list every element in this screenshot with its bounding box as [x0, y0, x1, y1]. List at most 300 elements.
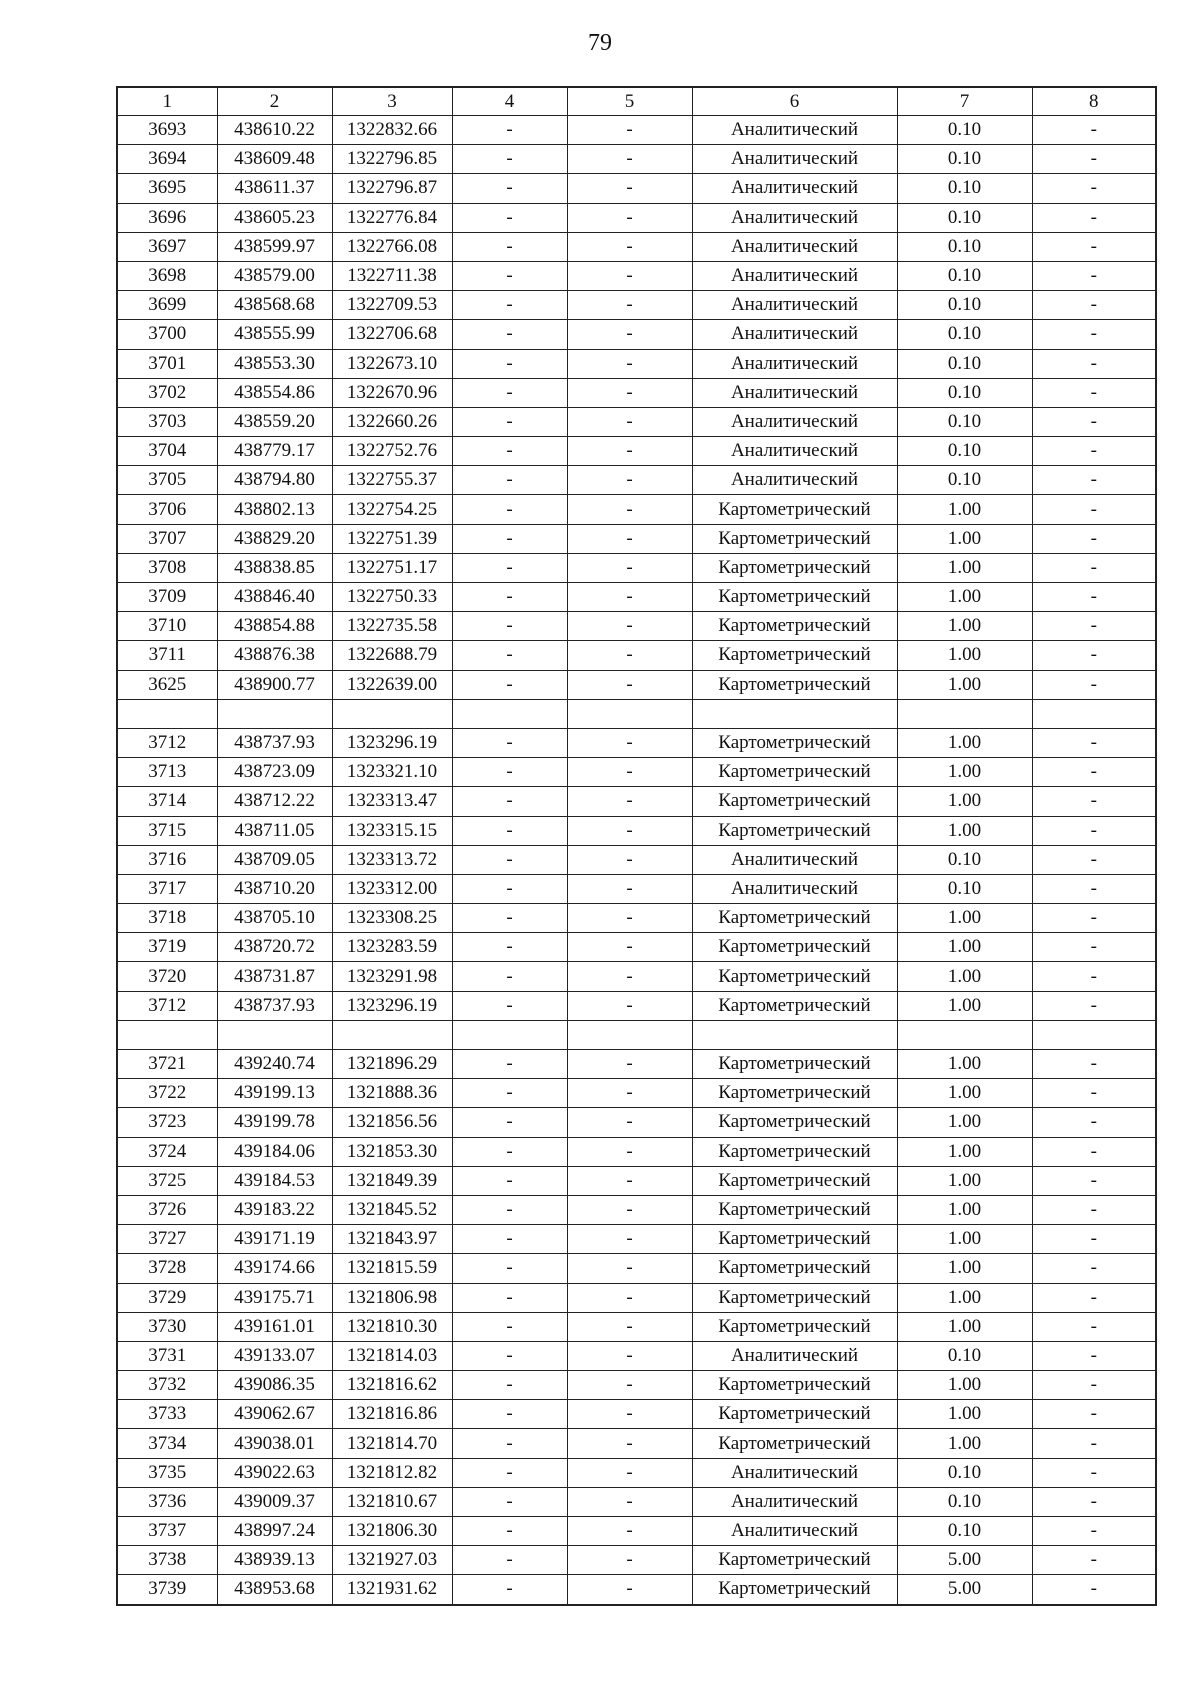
table-cell: 1321927.03 — [332, 1546, 452, 1575]
table-cell: 1321806.30 — [332, 1517, 452, 1546]
table-cell: - — [452, 1225, 567, 1254]
table-cell: 1.00 — [897, 1166, 1032, 1195]
table-cell: 438610.22 — [217, 116, 332, 145]
column-header: 2 — [217, 87, 332, 116]
table-cell: 439022.63 — [217, 1458, 332, 1487]
table-cell: - — [1032, 495, 1156, 524]
table-cell: 1.00 — [897, 670, 1032, 699]
table-cell: - — [452, 524, 567, 553]
table-cell: 1322752.76 — [332, 437, 452, 466]
table-cell: 0.10 — [897, 1341, 1032, 1370]
table-cell: 1322776.84 — [332, 203, 452, 232]
table-cell: - — [452, 612, 567, 641]
table-cell — [567, 1020, 692, 1049]
table-cell: 1323296.19 — [332, 728, 452, 757]
table-body — [117, 116, 1156, 1605]
table-row — [117, 699, 1156, 728]
table-row — [117, 933, 1156, 962]
table-cell: 438794.80 — [217, 466, 332, 495]
table-row — [117, 1341, 1156, 1370]
table-cell: - — [1032, 962, 1156, 991]
table-cell: - — [452, 1546, 567, 1575]
table-cell: - — [567, 174, 692, 203]
table-cell: 0.10 — [897, 845, 1032, 874]
column-header: 1 — [117, 87, 217, 116]
table-cell: 0.10 — [897, 291, 1032, 320]
table-cell: 1321816.62 — [332, 1371, 452, 1400]
table-cell: - — [567, 670, 692, 699]
table-row — [117, 495, 1156, 524]
table-cell: 1.00 — [897, 495, 1032, 524]
table-cell: - — [567, 1137, 692, 1166]
table-cell: 1.00 — [897, 904, 1032, 933]
table-cell: 3695 — [117, 174, 217, 203]
table-cell: 3697 — [117, 232, 217, 261]
table-cell: - — [567, 758, 692, 787]
table-cell: 5.00 — [897, 1546, 1032, 1575]
table-cell: - — [452, 787, 567, 816]
table-cell: - — [567, 933, 692, 962]
table-cell: 1322639.00 — [332, 670, 452, 699]
table-cell: 1322709.53 — [332, 291, 452, 320]
table-cell — [452, 699, 567, 728]
table-cell: 1321845.52 — [332, 1195, 452, 1224]
table-cell: Картометрический — [692, 1400, 897, 1429]
table-cell: - — [452, 553, 567, 582]
table-cell: 438731.87 — [217, 962, 332, 991]
table-cell: - — [1032, 1429, 1156, 1458]
table-cell: 3722 — [117, 1079, 217, 1108]
table-cell: Картометрический — [692, 904, 897, 933]
table-cell: 0.10 — [897, 320, 1032, 349]
table-cell: 1.00 — [897, 1195, 1032, 1224]
table-cell: 1323296.19 — [332, 991, 452, 1020]
table-cell: 3716 — [117, 845, 217, 874]
table-cell: - — [567, 1429, 692, 1458]
table-row — [117, 1283, 1156, 1312]
table-cell: Картометрический — [692, 1225, 897, 1254]
column-header: 6 — [692, 87, 897, 116]
table-cell: 438559.20 — [217, 407, 332, 436]
table-cell — [217, 699, 332, 728]
table-cell: Аналитический — [692, 291, 897, 320]
table-cell: 3710 — [117, 612, 217, 641]
table-cell: Картометрический — [692, 1079, 897, 1108]
table-row — [117, 1079, 1156, 1108]
table-row — [117, 1195, 1156, 1224]
table-row — [117, 116, 1156, 145]
table-cell: 438939.13 — [217, 1546, 332, 1575]
table-cell: - — [1032, 1458, 1156, 1487]
table-cell: - — [452, 583, 567, 612]
table-row — [117, 1458, 1156, 1487]
table-cell: 438711.05 — [217, 816, 332, 845]
table-cell: 438599.97 — [217, 232, 332, 261]
table-row — [117, 524, 1156, 553]
table-cell: - — [1032, 1341, 1156, 1370]
table-cell: - — [567, 1079, 692, 1108]
table-cell: - — [567, 612, 692, 641]
table-cell: - — [567, 1312, 692, 1341]
table-cell: 439133.07 — [217, 1341, 332, 1370]
table-cell: - — [452, 116, 567, 145]
table-cell: - — [567, 553, 692, 582]
table-cell: - — [1032, 116, 1156, 145]
table-cell: 3729 — [117, 1283, 217, 1312]
table-cell: - — [567, 816, 692, 845]
table-cell: - — [452, 874, 567, 903]
table-cell: - — [452, 203, 567, 232]
table-cell: 1321810.67 — [332, 1487, 452, 1516]
table-cell: 1321856.56 — [332, 1108, 452, 1137]
table-row — [117, 553, 1156, 582]
table-cell: 0.10 — [897, 145, 1032, 174]
table-cell: 438802.13 — [217, 495, 332, 524]
table-row — [117, 378, 1156, 407]
table-cell: Аналитический — [692, 407, 897, 436]
table-cell: - — [567, 116, 692, 145]
table-cell: 3727 — [117, 1225, 217, 1254]
table-cell: - — [1032, 728, 1156, 757]
table-cell: 439038.01 — [217, 1429, 332, 1458]
table-cell: 1.00 — [897, 641, 1032, 670]
table-cell: 1322751.17 — [332, 553, 452, 582]
table-cell: - — [567, 1458, 692, 1487]
table-row — [117, 437, 1156, 466]
table-cell: 1.00 — [897, 962, 1032, 991]
table-cell: 438854.88 — [217, 612, 332, 641]
table-cell: - — [567, 845, 692, 874]
table-cell: 1322755.37 — [332, 466, 452, 495]
table-cell: - — [452, 1341, 567, 1370]
table-cell: - — [452, 991, 567, 1020]
table-cell: 0.10 — [897, 1458, 1032, 1487]
table-cell: - — [567, 378, 692, 407]
table-cell: - — [1032, 874, 1156, 903]
table-cell: 3705 — [117, 466, 217, 495]
table-cell: 1.00 — [897, 612, 1032, 641]
table-cell: 3718 — [117, 904, 217, 933]
table-cell — [332, 1020, 452, 1049]
table-row — [117, 145, 1156, 174]
table-cell: 439240.74 — [217, 1050, 332, 1079]
table-cell: 0.10 — [897, 349, 1032, 378]
table-cell: 438779.17 — [217, 437, 332, 466]
table-cell: 1321849.39 — [332, 1166, 452, 1195]
coordinates-table — [116, 86, 1157, 1606]
table-cell — [452, 1020, 567, 1049]
table-cell: - — [1032, 1517, 1156, 1546]
table-cell: 438900.77 — [217, 670, 332, 699]
table-row — [117, 1225, 1156, 1254]
table-row — [117, 1108, 1156, 1137]
table-cell: 1323283.59 — [332, 933, 452, 962]
table-cell: - — [567, 904, 692, 933]
table-cell: 1.00 — [897, 583, 1032, 612]
table-row — [117, 1050, 1156, 1079]
table-cell: 1322673.10 — [332, 349, 452, 378]
table-cell: - — [452, 1575, 567, 1605]
table-cell: - — [567, 1517, 692, 1546]
table-cell: - — [452, 904, 567, 933]
column-header: 7 — [897, 87, 1032, 116]
table-cell: 1322735.58 — [332, 612, 452, 641]
table-cell: Картометрический — [692, 524, 897, 553]
table-cell: - — [452, 1137, 567, 1166]
table-cell: 1323312.00 — [332, 874, 452, 903]
table-cell: - — [567, 1283, 692, 1312]
table-cell: 1322754.25 — [332, 495, 452, 524]
table-cell: 439174.66 — [217, 1254, 332, 1283]
table-cell: - — [1032, 845, 1156, 874]
table-cell: Картометрический — [692, 612, 897, 641]
table-row — [117, 1166, 1156, 1195]
table-cell: - — [452, 1166, 567, 1195]
table-cell: - — [452, 933, 567, 962]
table-cell: 438554.86 — [217, 378, 332, 407]
table-cell: 439184.53 — [217, 1166, 332, 1195]
table-row — [117, 845, 1156, 874]
table-cell: - — [567, 1575, 692, 1605]
table-cell: - — [567, 1050, 692, 1079]
table-cell: - — [452, 1458, 567, 1487]
table-row — [117, 232, 1156, 261]
table-cell: 1321896.29 — [332, 1050, 452, 1079]
table-cell: 1.00 — [897, 991, 1032, 1020]
table-cell: - — [1032, 1166, 1156, 1195]
table-cell: 438953.68 — [217, 1575, 332, 1605]
table-cell: - — [452, 349, 567, 378]
table-cell: 438829.20 — [217, 524, 332, 553]
table-cell: 438555.99 — [217, 320, 332, 349]
table-cell: - — [1032, 1283, 1156, 1312]
table-cell: 1322660.26 — [332, 407, 452, 436]
table-cell: 0.10 — [897, 466, 1032, 495]
table-row — [117, 174, 1156, 203]
table-cell: 1.00 — [897, 1050, 1032, 1079]
table-cell: 0.10 — [897, 437, 1032, 466]
table-cell: 1.00 — [897, 1312, 1032, 1341]
table-cell: 3704 — [117, 437, 217, 466]
table-row — [117, 991, 1156, 1020]
table-cell: 1322750.33 — [332, 583, 452, 612]
table-cell: - — [567, 291, 692, 320]
table-cell: 3693 — [117, 116, 217, 145]
table-cell: 5.00 — [897, 1575, 1032, 1605]
table-cell: - — [1032, 524, 1156, 553]
table-cell: - — [452, 1254, 567, 1283]
table-cell: 3699 — [117, 291, 217, 320]
table-cell: - — [1032, 1108, 1156, 1137]
table-cell: - — [1032, 933, 1156, 962]
table-cell: Картометрический — [692, 787, 897, 816]
table-cell: - — [452, 1108, 567, 1137]
table-cell: 3625 — [117, 670, 217, 699]
table-cell: 439183.22 — [217, 1195, 332, 1224]
table-cell: 438997.24 — [217, 1517, 332, 1546]
table-cell: Картометрический — [692, 1195, 897, 1224]
table-cell: Картометрический — [692, 583, 897, 612]
table-cell: Аналитический — [692, 378, 897, 407]
table-row — [117, 874, 1156, 903]
table-cell: - — [452, 758, 567, 787]
table-cell: 0.10 — [897, 232, 1032, 261]
table-cell: 1.00 — [897, 1079, 1032, 1108]
table-cell: 3721 — [117, 1050, 217, 1079]
table-cell: 3728 — [117, 1254, 217, 1283]
table-cell: - — [452, 1050, 567, 1079]
table-cell: Картометрический — [692, 495, 897, 524]
table-cell: 3715 — [117, 816, 217, 845]
table-cell: - — [1032, 1575, 1156, 1605]
table-cell: - — [567, 1195, 692, 1224]
table-row — [117, 1575, 1156, 1605]
table-cell: 3702 — [117, 378, 217, 407]
table-cell: - — [1032, 758, 1156, 787]
table-cell: Картометрический — [692, 1575, 897, 1605]
table-cell: - — [452, 437, 567, 466]
table-cell: - — [1032, 1400, 1156, 1429]
table-cell: - — [567, 1108, 692, 1137]
table-cell: 1321812.82 — [332, 1458, 452, 1487]
table-cell: 438712.22 — [217, 787, 332, 816]
table-cell: - — [452, 728, 567, 757]
table-cell: - — [567, 495, 692, 524]
table-cell: Аналитический — [692, 320, 897, 349]
table-cell: Картометрический — [692, 1137, 897, 1166]
table-cell: - — [1032, 1371, 1156, 1400]
table-cell: - — [452, 962, 567, 991]
table-cell: - — [567, 261, 692, 290]
table-cell: - — [567, 641, 692, 670]
table-cell: - — [452, 174, 567, 203]
table-cell: 0.10 — [897, 261, 1032, 290]
table-cell: 1321814.03 — [332, 1341, 452, 1370]
table-cell: 439171.19 — [217, 1225, 332, 1254]
table-row — [117, 962, 1156, 991]
table-cell: 3706 — [117, 495, 217, 524]
table-cell: Аналитический — [692, 466, 897, 495]
table-cell: - — [1032, 1050, 1156, 1079]
table-cell: - — [567, 466, 692, 495]
table-cell: 1.00 — [897, 1108, 1032, 1137]
table-row — [117, 670, 1156, 699]
table-cell: 1322832.66 — [332, 116, 452, 145]
table-cell: 3713 — [117, 758, 217, 787]
table-cell: - — [567, 1166, 692, 1195]
table-cell: 439086.35 — [217, 1371, 332, 1400]
table-cell: Картометрический — [692, 641, 897, 670]
table-cell: - — [567, 145, 692, 174]
table-cell: Аналитический — [692, 232, 897, 261]
table-row — [117, 1137, 1156, 1166]
table-cell: - — [452, 1195, 567, 1224]
table-cell: Картометрический — [692, 1254, 897, 1283]
table-cell: - — [1032, 320, 1156, 349]
table-cell: 0.10 — [897, 1487, 1032, 1516]
table-cell: 3723 — [117, 1108, 217, 1137]
table-cell: 3700 — [117, 320, 217, 349]
table-cell: 3714 — [117, 787, 217, 816]
column-header: 3 — [332, 87, 452, 116]
table-cell: 3717 — [117, 874, 217, 903]
table-cell: 439009.37 — [217, 1487, 332, 1516]
table-cell: Аналитический — [692, 203, 897, 232]
table-cell: 438611.37 — [217, 174, 332, 203]
page-number: 79 — [588, 30, 612, 56]
table-cell: 438876.38 — [217, 641, 332, 670]
table-cell: 1323308.25 — [332, 904, 452, 933]
table-cell: - — [452, 320, 567, 349]
table-cell: 1322796.85 — [332, 145, 452, 174]
table-cell: 438846.40 — [217, 583, 332, 612]
table-cell: - — [567, 524, 692, 553]
table-cell: Картометрический — [692, 670, 897, 699]
table-row — [117, 787, 1156, 816]
table-cell: - — [567, 1487, 692, 1516]
table-cell: 439184.06 — [217, 1137, 332, 1166]
table-cell: Картометрический — [692, 1050, 897, 1079]
table-cell: - — [1032, 991, 1156, 1020]
table-cell: 439062.67 — [217, 1400, 332, 1429]
table-cell: Аналитический — [692, 261, 897, 290]
table-cell: Аналитический — [692, 874, 897, 903]
table-cell — [117, 699, 217, 728]
table-cell: Картометрический — [692, 1312, 897, 1341]
table-cell: 1323313.72 — [332, 845, 452, 874]
table-cell: - — [452, 1283, 567, 1312]
table-cell: - — [1032, 407, 1156, 436]
table-row — [117, 583, 1156, 612]
table-cell: Аналитический — [692, 349, 897, 378]
table-cell: 438553.30 — [217, 349, 332, 378]
table-cell: 438720.72 — [217, 933, 332, 962]
table-cell: 3730 — [117, 1312, 217, 1341]
table-cell: Аналитический — [692, 845, 897, 874]
table-cell: 3735 — [117, 1458, 217, 1487]
table-cell: 1322751.39 — [332, 524, 452, 553]
table-cell: 3733 — [117, 1400, 217, 1429]
table-cell: 1322766.08 — [332, 232, 452, 261]
table-cell: 438737.93 — [217, 728, 332, 757]
table-cell: 1.00 — [897, 1137, 1032, 1166]
header-row — [117, 87, 1156, 116]
table-row — [117, 1546, 1156, 1575]
table-cell: - — [1032, 1195, 1156, 1224]
table-row — [117, 758, 1156, 787]
table-cell: Картометрический — [692, 1371, 897, 1400]
table-cell: Аналитический — [692, 116, 897, 145]
table-cell: - — [1032, 670, 1156, 699]
table-cell: - — [1032, 291, 1156, 320]
table-cell: 3734 — [117, 1429, 217, 1458]
table-cell: - — [1032, 437, 1156, 466]
table-cell: - — [567, 1341, 692, 1370]
table-cell: Картометрический — [692, 553, 897, 582]
table-cell: 1.00 — [897, 1400, 1032, 1429]
table-cell: 438737.93 — [217, 991, 332, 1020]
table-cell: - — [567, 407, 692, 436]
table-row — [117, 407, 1156, 436]
table-cell: 0.10 — [897, 378, 1032, 407]
table-cell: - — [1032, 583, 1156, 612]
table-cell: 1322711.38 — [332, 261, 452, 290]
table-cell: 1321816.86 — [332, 1400, 452, 1429]
table-cell: 1.00 — [897, 1371, 1032, 1400]
table-cell: Аналитический — [692, 1341, 897, 1370]
table-row — [117, 904, 1156, 933]
table-cell: 0.10 — [897, 874, 1032, 903]
